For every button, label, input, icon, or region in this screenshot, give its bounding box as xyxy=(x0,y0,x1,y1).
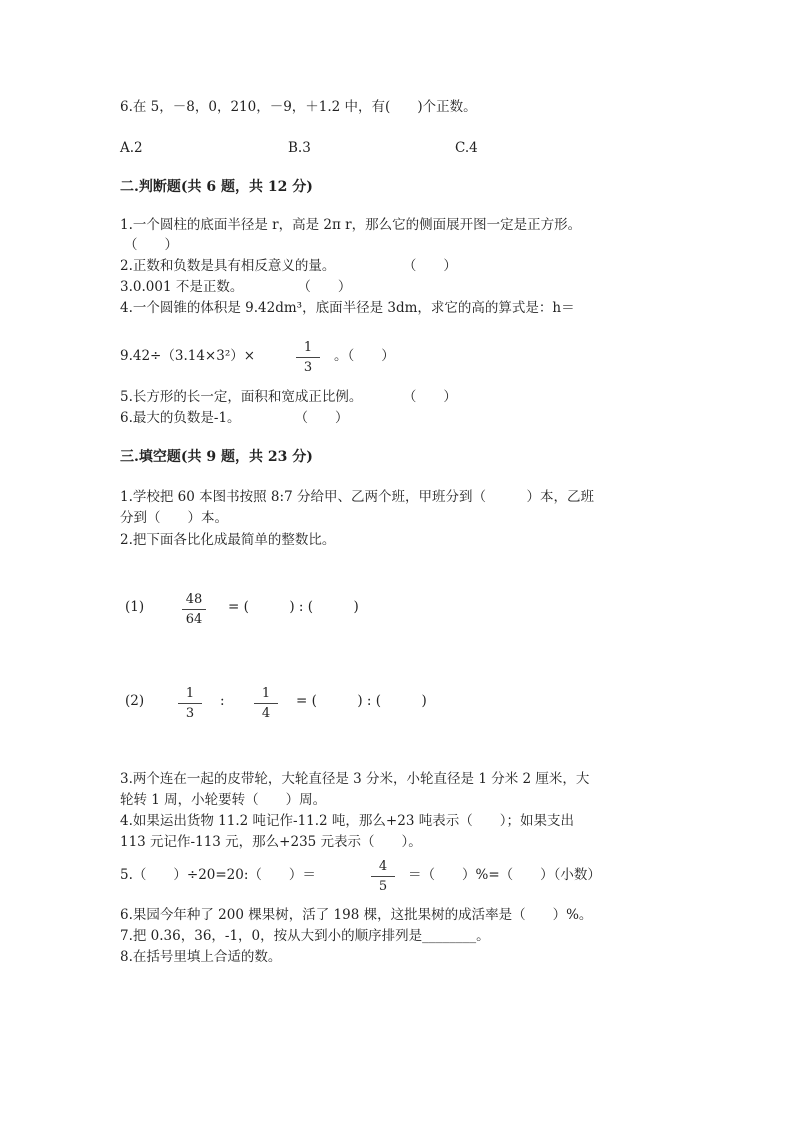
fraction-numerator: 48 xyxy=(185,592,203,607)
fraction-denominator: 4 xyxy=(261,706,271,721)
fraction-denominator: 3 xyxy=(185,706,195,721)
fraction-bar xyxy=(182,609,206,610)
fraction-one-fourth xyxy=(254,686,278,722)
fill-item-4-line-2: 113 元记作-113 元，那么+235 元表示（ ）。 xyxy=(120,834,422,850)
ratio-colon: : xyxy=(220,693,225,709)
judge-item-5: 5.长方形的长一定，面积和宽成正比例。 （ ） xyxy=(120,389,457,405)
option-a: A.2 xyxy=(120,140,143,156)
judge-item-1-blank: （ ） xyxy=(124,237,178,253)
judge-item-2: 2.正数和负数是具有相反意义的量。 （ ） xyxy=(120,258,457,274)
fraction-one-third-b xyxy=(178,686,202,722)
judge-item-4: 4.一个圆锥的体积是 9.42dm³，底面半径是 3dm，求它的高的算式是：h＝ xyxy=(120,300,575,316)
section-2-heading: 二.判断题(共 6 题，共 12 分) xyxy=(120,179,313,195)
judge-item-4-expr: 9.42÷（3.14×3²）× xyxy=(120,348,256,364)
fraction-bar xyxy=(254,703,278,704)
question-6-text: 6.在 5，－8，0，210，－9，＋1.2 中，有( )个正数。 xyxy=(120,99,477,115)
fraction-numerator: 4 xyxy=(378,859,388,874)
fraction-denominator: 3 xyxy=(303,360,313,375)
fill-item-3-line-2: 轮转 1 周，小轮要转（ ）周。 xyxy=(120,792,327,808)
fill-item-2-sub-1-label: (1) xyxy=(125,599,145,615)
fill-item-2-sub-2-label: (2) xyxy=(125,693,145,709)
option-c: C.4 xyxy=(455,140,478,156)
option-b: B.3 xyxy=(288,140,311,156)
fraction-numerator: 1 xyxy=(303,340,313,355)
judge-item-3: 3.0.001 不是正数。 （ ） xyxy=(120,279,352,295)
fill-item-2-sub-2-blanks: = ( ) : ( ) xyxy=(296,693,427,709)
section-3-heading: 三.填空题(共 9 题，共 23 分) xyxy=(120,449,313,465)
fraction-48-64 xyxy=(182,592,206,628)
fill-item-6: 6.果园今年种了 200 棵果树，活了 198 棵，这批果树的成活率是（ ）%。 xyxy=(120,907,593,923)
fraction-denominator: 64 xyxy=(185,612,203,627)
fill-item-4-line-1: 4.如果运出货物 11.2 吨记作-11.2 吨，那么+23 吨表示（ ）；如果支出 xyxy=(120,813,574,829)
fraction-numerator: 1 xyxy=(185,686,195,701)
fill-item-5-head: 5.（ ）÷20=20:（ ）＝ xyxy=(120,867,316,883)
fraction-bar xyxy=(371,876,395,877)
fill-item-5-tail: ＝（ ）%=（ ）（小数） xyxy=(408,867,601,883)
judge-item-4-blank: 。（ ） xyxy=(334,348,395,364)
fraction-bar xyxy=(178,703,202,704)
fill-item-2: 2.把下面各比化成最简单的整数比。 xyxy=(120,532,336,548)
fill-item-8: 8.在括号里填上合适的数。 xyxy=(120,949,282,965)
fill-item-7: 7.把 0.36，36，-1，0，按从大到小的顺序排列是________。 xyxy=(120,928,490,944)
judge-item-6: 6.最大的负数是-1。 （ ） xyxy=(120,410,349,426)
judge-item-1: 1.一个圆柱的底面半径是 r，高是 2π r，那么它的侧面展开图一定是正方形。 xyxy=(120,217,582,233)
fill-item-1-line-2: 分到（ ）本。 xyxy=(120,510,228,526)
fraction-denominator: 5 xyxy=(378,879,388,894)
fraction-numerator: 1 xyxy=(261,686,271,701)
fill-item-1-line-1: 1.学校把 60 本图书按照 8:7 分给甲、乙两个班，甲班分到（ ）本，乙班 xyxy=(120,489,594,505)
fill-item-3-line-1: 3.两个连在一起的皮带轮，大轮直径是 3 分米，小轮直径是 1 分米 2 厘米，大 xyxy=(120,771,590,787)
fraction-four-fifths xyxy=(371,859,395,895)
fraction-one-third xyxy=(296,340,320,376)
fill-item-2-sub-1-blanks: = ( ) : ( ) xyxy=(228,599,359,615)
fraction-bar xyxy=(296,357,320,358)
